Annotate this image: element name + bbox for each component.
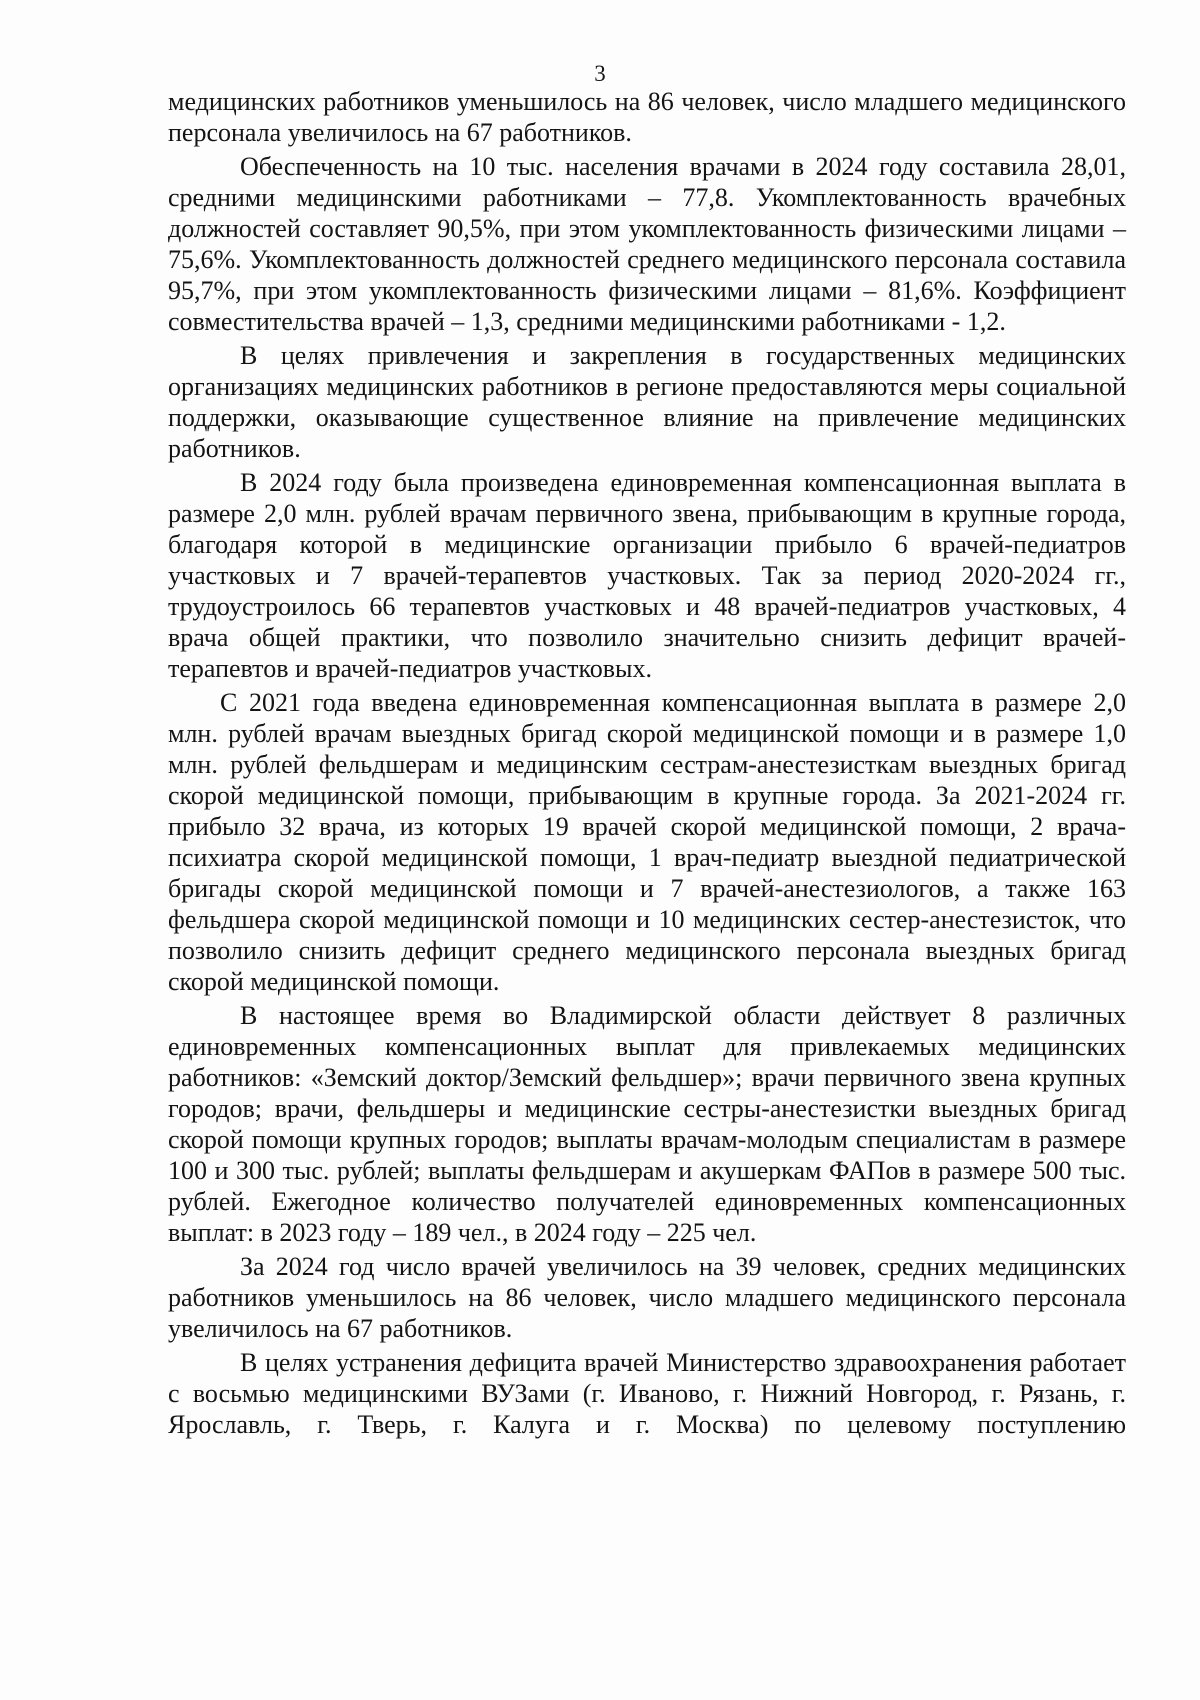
- paragraph-universities: В целях устранения дефицита врачей Министерство здравоохранения работает с восьмью медицинскими ВУЗами (г. Иваново, г. Нижний Новгород, г. Рязань, г. Ярославль, г. Тверь, г. Калуга и г. Москва) по целевому поступлению: [168, 1348, 1126, 1439]
- document-body: [168, 86, 1126, 1443]
- paragraph-staffing-indicators: Обеспеченность на 10 тыс. населения врачами в 2024 году составила 28,01, средними медицинскими работниками – 77,8. Укомплектованность врачебных должностей составляет 90,5%, при этом укомплектованность физическими лицами – 75,6%. Укомплектованность должностей среднего медицинского персонала составила 95,7%, при этом укомплектованность физическими лицами – 81,6%. Коэффициент совместительства врачей – 1,3, средними медицинскими работниками - 1,2.: [168, 152, 1126, 336]
- paragraph-continuation: медицинских работников уменьшилось на 86 человек, число младшего медицинского персонала увеличилось на 67 работников.: [168, 87, 1126, 147]
- paragraph-compensation-types: В настоящее время во Владимирской области действует 8 различных единовременных компенсационных выплат для привлекаемых медицинских работников: «Земский доктор/Земский фельдшер»; врачи первичного звена крупных городов; врачи, фельдшеры и медицинские сестры-анестезистки выездных бригад скорой помощи крупных городов; выплаты врачам-молодым специалистам в размере 100 и 300 тыс. рублей; выплаты фельдшерам и акушеркам ФАПов в размере 500 тыс. рублей. Ежегодное количество получателей единовременных компенсационных выплат: в 2023 году – 189 чел., в 2024 году – 225 чел.: [168, 1001, 1126, 1247]
- paragraph-ambulance-payment: С 2021 года введена единовременная компенсационная выплата в размере 2,0 млн. рублей врачам выездных бригад скорой медицинской помощи и в размере 1,0 млн. рублей фельдшерам и медицинским сестрам-анестезисткам выездных бригад скорой медицинской помощи, прибывающим в крупные города. За 2021-2024 гг. прибыло 32 врача, из которых 19 врачей скорой медицинской помощи, 2 врача-психиатра скорой медицинской помощи, 1 врач-педиатр выездной педиатрической бригады скорой медицинской помощи и 7 врачей-анестезиологов, а также 163 фельдшера скорой медицинской помощи и 10 медицинских сестер-анестезисток, что позволило снизить дефицит среднего медицинского персонала выездных бригад скорой медицинской помощи.: [168, 688, 1126, 996]
- paragraph-social-support: В целях привлечения и закрепления в государственных медицинских организациях медицинских работников в регионе предоставляются меры социальной поддержки, оказывающие существенное влияние на привлечение медицинских работников.: [168, 341, 1126, 463]
- paragraph-primary-care-payment: В 2024 году была произведена единовременная компенсационная выплата в размере 2,0 млн. рублей врачам первичного звена, прибывающим в крупные города, благодаря которой в медицинские организации прибыло 6 врачей-педиатров участковых и 7 врачей-терапевтов участковых. Так за период 2020-2024 гг., трудоустроилось 66 терапевтов участковых и 48 врачей-педиатров участковых, 4 врача общей практики, что позволило значительно снизить дефицит врачей-терапевтов и врачей-педиатров участковых.: [168, 468, 1126, 683]
- page-number: 3: [594, 61, 606, 86]
- paragraph-staff-change: За 2024 год число врачей увеличилось на 39 человек, средних медицинских работников уменьшилось на 86 человек, число младшего медицинского персонала увеличилось на 67 работников.: [168, 1252, 1126, 1343]
